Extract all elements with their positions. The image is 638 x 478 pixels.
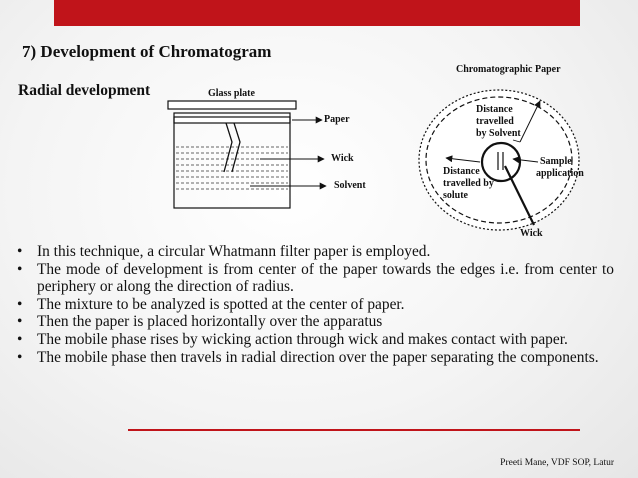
distance-solvent-line1: Distance bbox=[476, 104, 513, 115]
wick-right-label: Wick bbox=[520, 228, 543, 239]
footer-credit: Preeti Mane, VDF SOP, Latur bbox=[500, 458, 614, 468]
distance-solvent-line2: travelled bbox=[476, 116, 514, 127]
paper-label: Paper bbox=[324, 114, 350, 125]
bottom-accent-rule bbox=[128, 429, 580, 431]
sample-label-line2: application bbox=[536, 168, 584, 179]
sample-label-line1: Sample bbox=[540, 156, 572, 167]
bullet-item: • The mobile phase then travels in radial direction over the paper separating the components. bbox=[17, 348, 599, 366]
slide-title: 7) Development of Chromatogram bbox=[22, 42, 272, 61]
solvent-label: Solvent bbox=[334, 180, 366, 191]
distance-solvent-line3: by Solvent bbox=[476, 128, 521, 139]
glass-plate bbox=[168, 101, 296, 109]
glass-plate-label: Glass plate bbox=[208, 88, 255, 99]
bullet-item: • In this technique, a circular Whatmann filter paper is employed. bbox=[17, 243, 431, 260]
distance-solute-line2: travelled by bbox=[443, 178, 494, 189]
chromatographic-paper-label: Chromatographic Paper bbox=[456, 64, 561, 75]
distance-solute-line3: solute bbox=[443, 190, 468, 201]
bullet-text: The mixture to be analyzed is spotted at the center of paper. bbox=[37, 295, 405, 313]
distance-solute-line1: Distance bbox=[443, 166, 480, 177]
bullet-text: The mobile phase then travels in radial direction over the paper separating the components. bbox=[37, 348, 599, 366]
bullet-list bbox=[14, 243, 614, 366]
bullet-text: The mobile phase rises by wicking action through wick and makes contact with paper. bbox=[37, 330, 568, 348]
wick-label: Wick bbox=[331, 153, 354, 164]
bullet-item: • Then the paper is placed horizontally over the apparatus bbox=[17, 313, 383, 331]
solvent-lines bbox=[176, 147, 288, 189]
bullet-text: The mode of development is from center of the paper towards the edges i.e. from center to periphery or along the direction of radius. bbox=[37, 260, 614, 296]
bullet-item: • The mixture to be analyzed is spotted at the center of paper. bbox=[17, 295, 405, 313]
bullet-text: Then the paper is placed horizontally over the apparatus bbox=[37, 313, 383, 331]
center-spot bbox=[482, 143, 520, 181]
bullet-item: • The mobile phase rises by wicking action through wick and makes contact with paper. bbox=[17, 330, 568, 348]
apparatus-diagram bbox=[168, 101, 326, 208]
bullet-item: • The mode of development is from center of the paper towards the edges i.e. from center to periphery or along the direction of radius. bbox=[17, 260, 614, 296]
beaker bbox=[174, 113, 290, 208]
bullet-text: In this technique, a circular Whatmann filter paper is employed. bbox=[37, 243, 431, 260]
section-subtitle: Radial development bbox=[18, 82, 151, 99]
paper-sheet bbox=[174, 117, 290, 123]
